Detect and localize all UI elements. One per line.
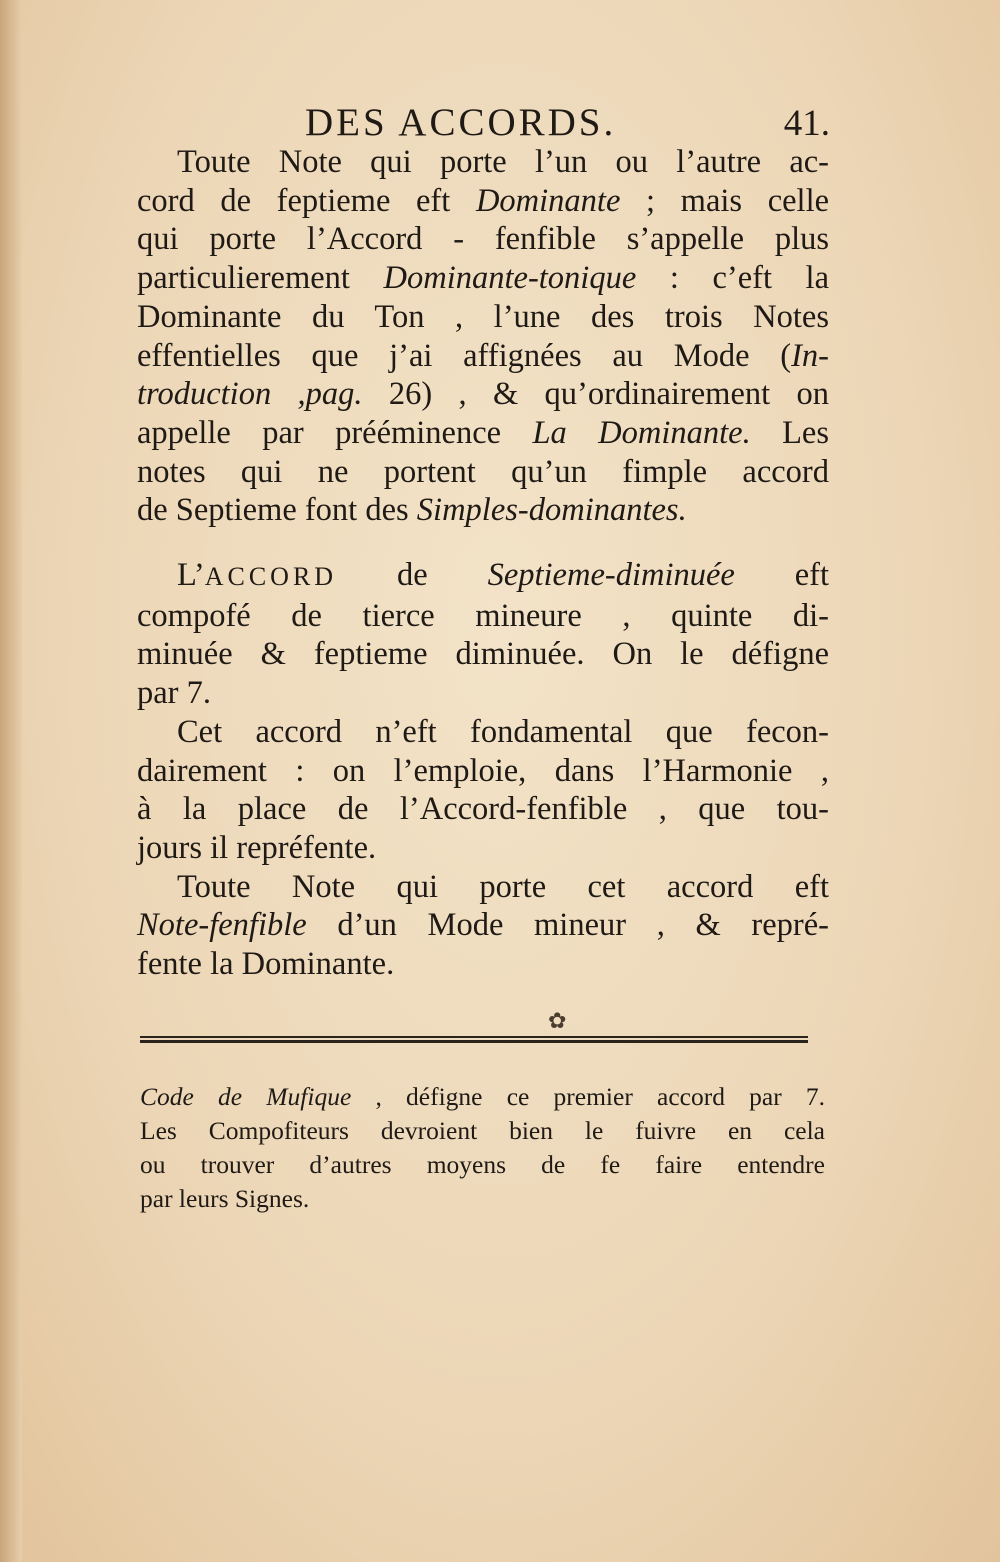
italic-term: La Dominante. — [532, 414, 751, 451]
page-header — [140, 100, 830, 148]
italic-term: Dominante-tonique — [383, 260, 637, 297]
text-line: particulierement Dominante-tonique : c’eft la — [137, 260, 830, 297]
text-line: L’ACCORD de Septieme-diminuée eft — [177, 557, 830, 594]
footnote — [140, 1080, 825, 1216]
footnote-line: Code de Mufique , défigne ce premier accord par 7. — [140, 1082, 826, 1111]
ornament-icon: ✿ — [548, 1008, 567, 1033]
paragraph-gap — [137, 530, 829, 556]
italic-term: Septieme-diminuée — [487, 557, 735, 594]
rule-thick-line — [140, 1040, 808, 1043]
italic-term: Dominante — [475, 182, 621, 219]
text-line: Toute Note qui porte l’un ou l’autre ac- — [177, 144, 829, 180]
text-line: troduction ,pag. 26) , & qu’ordinairement on — [137, 376, 829, 413]
text-line: Dominante du Ton , l’une des trois Notes — [137, 298, 829, 335]
page-number: 41. — [783, 103, 830, 144]
rule-thin-line — [140, 1036, 808, 1038]
italic-term: Simples-dominantes. — [416, 492, 687, 529]
text-line: minuée & feptieme diminuée. On le défigne — [137, 636, 829, 673]
small-caps-term: ACCORD — [204, 562, 338, 592]
running-title: DES ACCORDS. — [305, 101, 617, 144]
page-gutter — [0, 0, 22, 1562]
footnote-line: par leurs Signes. — [140, 1184, 310, 1213]
footnote-line: ou trouver d’autres moyens de fe faire entendre — [140, 1150, 825, 1179]
text-line: dairement : on l’emploie, dans l’Harmonie , — [137, 752, 829, 789]
italic-term: Code de Mufique — [140, 1082, 352, 1111]
text-line: cord de feptieme eft Dominante ; mais celle — [137, 182, 830, 219]
text-line: effentielles que j’ai affignées au Mode (In- — [137, 337, 829, 374]
text-line: appelle par prééminence La Dominante. Les — [137, 414, 830, 451]
footnote-line: Les Compofiteurs devroient bien le fuivre en cela — [140, 1116, 825, 1145]
text-line: compofé de tierce mineure , quinte di- — [137, 597, 829, 634]
main-text — [137, 143, 829, 984]
paragraph-note-sensible — [137, 868, 829, 984]
text-line: Cet accord n’eft fondamental que fecon- — [177, 713, 829, 750]
text-line: notes qui ne portent qu’un fimple accord — [137, 453, 829, 490]
paragraph-fondamental — [137, 713, 829, 868]
italic-term: In- — [791, 337, 829, 374]
text-line: qui porte l’Accord - fenfible s’appelle plus — [137, 221, 829, 258]
text-line: de Septieme font des Simples-dominantes. — [137, 492, 687, 529]
italic-term: Note-fenfible — [137, 907, 307, 944]
text-line: fente la Dominante. — [137, 946, 395, 983]
text-line: à la place de l’Accord-fenfible , que tou- — [137, 791, 829, 828]
paragraph-dominante — [137, 143, 829, 530]
footnote-rule — [140, 1036, 808, 1044]
text-line: par 7. — [137, 675, 211, 712]
text-line: Note-fenfible d’un Mode mineur , & repré- — [137, 907, 829, 944]
text-line: jours il repréfente. — [137, 829, 377, 866]
text-line: Toute Note qui porte cet accord eft — [177, 868, 829, 905]
italic-term: troduction ,pag. — [137, 376, 363, 413]
paragraph-septieme-diminuee — [137, 556, 829, 713]
